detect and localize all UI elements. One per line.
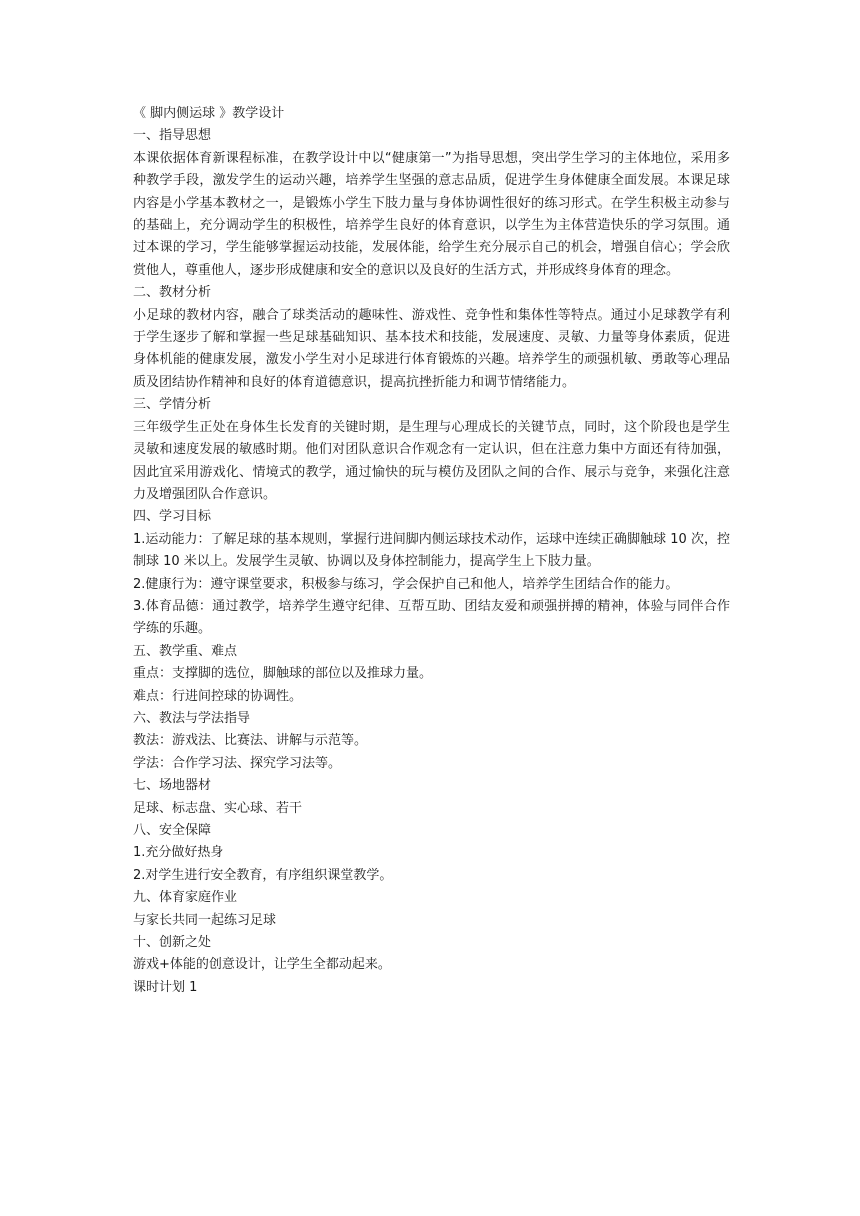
section-heading-methods: 六、教法与学法指导	[133, 710, 251, 726]
section-body-student-analysis: 三年级学生正处在身体生长发育的关键时期，是生理与心理成长的关键节点，同时，这个阶段也是学生灵敏和速度发展的敏感时期。他们对团队意识合作观念有一定认识，但在注意力集中方面还有待加强，因此宜采用游戏化、情境式的教学，通过愉快的玩与模仿及团队之间的合作、展示与竞争，来强化注意力及增强团队合作意识。	[133, 419, 730, 502]
homework-text: 与家长共同一起练习足球	[133, 912, 277, 928]
safety-item: 1.充分做好热身	[133, 845, 224, 861]
section-body-material-analysis: 小足球的教材内容，融合了球类活动的趣味性、游戏性、竞争性和集体性等特点。通过小足球教学有利于学生逐步了解和掌握一些足球基础知识、基本技术和技能，发展速度、灵敏、力量等身体素质，促进身体机能的健康发展，激发小学生对小足球进行体育锻炼的兴趣。培养学生的顽强机敏、勇敢等心理品质及团结协作精神和良好的体育道德意识，提高抗挫折能力和调节情绪能力。	[133, 307, 730, 390]
section-heading-material-analysis: 二、教材分析	[133, 285, 212, 301]
section-heading-key-points: 五、教学重、难点	[133, 643, 238, 659]
key-point-text: 重点：支撑脚的选位，脚触球的部位以及推球力量。	[133, 666, 433, 682]
learning-goal-item: 3.体育品德：通过教学，培养学生遵守纪律、互帮互助、团结友爱和顽强拼搏的精神，体验与同伴合作学练的乐趣。	[133, 598, 730, 637]
section-body-guiding-thought: 本课依据体育新课程标准，在教学设计中以“健康第一”为指导思想，突出学生学习的主体地位，采用多种教学手段，激发学生的运动兴趣，培养学生坚强的意志品质，促进学生身体健康全面发展。本课足球内容是小学基本教材之一，是锻炼小学生下肢力量与身体协调性很好的练习形式。在学生积极主动参与的基础上，充分调动学生的积极性，培养学生良好的体育意识，以学生为主体营造快乐的学习氛围。通过本课的学习，学生能够掌握运动技能，发展体能，给学生充分展示自己的机会，增强自信心；学会欣赏他人，尊重他人，逐步形成健康和安全的意识以及良好的生活方式，并形成终身体育的理念。	[133, 150, 730, 278]
section-heading-safety: 八、安全保障	[133, 823, 212, 838]
section-heading-equipment: 七、场地器材	[133, 778, 212, 794]
learning-method-text: 学法：合作学习法、探究学习法等。	[133, 755, 342, 771]
safety-item: 2.对学生进行安全教育，有序组织课堂教学。	[133, 867, 393, 883]
difficulty-text: 难点：行进间控球的协调性。	[133, 688, 303, 704]
equipment-text: 足球、标志盘、实心球、若干	[133, 800, 303, 816]
innovation-text: 游戏+体能的创意设计，让学生全都动起来。	[133, 957, 391, 973]
document-title: 《 脚内侧运球 》教学设计	[133, 106, 285, 121]
section-heading-guiding-thought: 一、指导思想	[133, 128, 212, 144]
section-heading-learning-goals: 四、学习目标	[133, 509, 212, 525]
section-heading-innovation: 十、创新之处	[133, 935, 212, 951]
learning-goal-item: 1.运动能力：了解足球的基本规则，掌握行进间脚内侧运球技术动作，运球中连续正确脚触球 10 次，控制球 10 米以上。发展学生灵敏、协调以及身体控制能力，提高学生上下肢力量。	[133, 531, 730, 570]
section-heading-homework: 九、体育家庭作业	[133, 890, 238, 906]
teaching-method-text: 教法：游戏法、比赛法、讲解与示范等。	[133, 733, 368, 749]
learning-goal-item: 2.健康行为：遵守课堂要求，积极参与练习，学会保护自己和他人，培养学生团结合作的能力。	[133, 576, 679, 592]
document-body	[133, 103, 730, 999]
lesson-plan-label: 课时计划 1	[133, 979, 198, 995]
section-heading-student-analysis: 三、学情分析	[133, 397, 212, 413]
